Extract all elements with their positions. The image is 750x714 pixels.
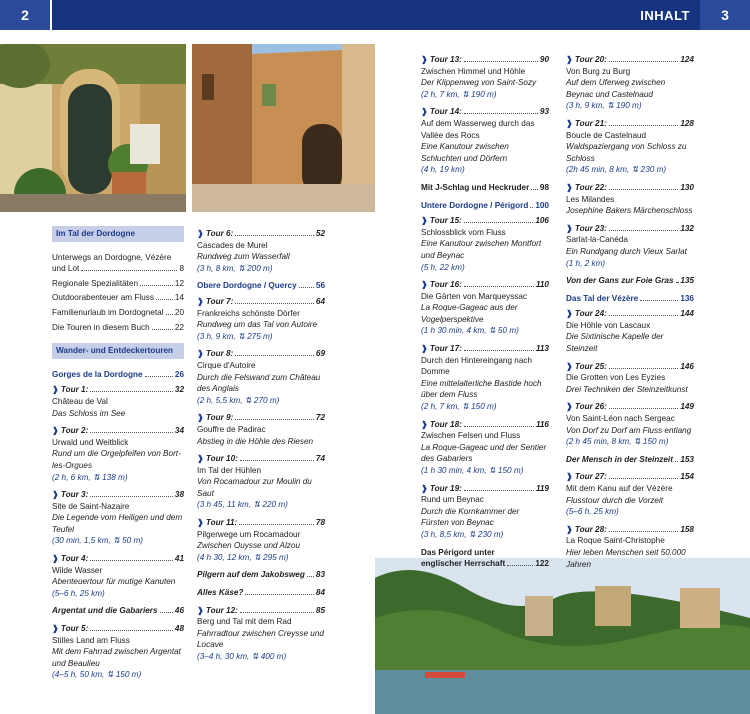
intro-list [52,252,184,334]
toc-column-3 [421,54,549,576]
tour-entry[interactable]: ❱ Tour 21: 128 Boucle de Castelnaud Waldspaziergang von Schloss zu Schloss (2h 45 min, 8 km, ⇅ 230 m) [566,118,694,175]
arrow-icon: ❱ [52,554,59,564]
tour-entry[interactable]: ❱ Tour 9: 72 Gouffre de Padirac Abstieg in die Höhle des Riesen [197,413,325,446]
tour-entry[interactable]: ❱ Tour 23: 132 Sarlat-la-Canéda Ein Rundgang durch Vieux Sarlat (1 h, 2 km) [566,223,694,268]
tour-entry[interactable]: ❱ Tour 27: 154 Mit dem Kanu auf der Vézère Flusstour durch die Vorzeit (5–6 h, 25 km) [566,472,694,517]
feature-entry[interactable]: Pilgern auf dem Jakobsweg 83 [197,570,325,580]
tour-entry[interactable]: ❱ Tour 18: 116 Zwischen Felsen und Fluss La Roque-Gageac und der Sentier des Gabariers (1 h 30 min, 4 km, ⇅ 150 m) [421,419,549,475]
arrow-icon: ❱ [566,524,573,534]
arrow-icon: ❱ [421,107,428,117]
region-heading[interactable]: Das Tal der Vézère 136 [566,293,694,303]
page-title: INHALT [640,7,690,23]
tour-entry[interactable]: ❱ Tour 10: 74 Im Tal der Hühlen Von Rocamadour zur Moulin du Saut (3 h 45, 11 km, ⇅ 220 m) [197,454,325,510]
tour-entry[interactable]: ❱ Tour 6: 52 Cascades de Murel Rundweg zum Wasserfall (3 h, 8 km, ⇅ 200 m) [197,229,325,273]
feature-entry[interactable]: Mit J-Schlag und Heckruder 98 [421,182,549,192]
arrow-icon: ❱ [197,605,204,615]
arrow-icon: ❱ [197,454,204,464]
feature-entry[interactable]: Der Mensch in der Steinzeit 153 [566,454,694,464]
section-title-im-tal: Im Tal der Dordogne [52,226,184,242]
tour-entry[interactable]: ❱ Tour 2: 34 Urwald und Weitblick Rund um die Orgelpfeifen von Bort-les-Orgues (2 h, 6 km, ⇅ 138 m) [52,426,184,482]
arrow-icon: ❱ [566,182,573,192]
arrow-icon: ❱ [566,402,573,412]
page-number-right: 3 [700,0,750,30]
photo-stone-street [192,44,375,212]
feature-entry[interactable]: Argentat und die Gabariers 46 [52,606,184,616]
region-heading[interactable]: Gorges de la Dordogne 26 [52,369,184,379]
tour-entry[interactable]: ❱ Tour 19: 119 Rund um Beynac Durch die Kornkammer der Fürsten von Beynac (3 h, 8,5 km, ⇅ 230 m) [421,483,549,539]
toc-column-4 [566,54,694,576]
tour-entry[interactable]: ❱ Tour 28: 158 La Roque Saint-Christophe Hier leben Menschen seit 50.000 Jahren [566,524,694,569]
intro-entry[interactable]: Outdoorabenteuer am Fluss 14 [52,293,184,303]
toc-column-1 [52,226,184,687]
arrow-icon: ❱ [566,309,573,319]
tour-entry[interactable]: ❱ Tour 3: 38 Site de Saint-Nazaire Die Legende vom Heiligen und dem Teufel (30 min, 1,5 km, ⇅ 50 m) [52,490,184,546]
arrow-icon: ❱ [566,361,573,371]
region-heading[interactable]: Untere Dordogne / Périgord 100 [421,200,549,210]
tour-entry[interactable]: ❱ Tour 5: 48 Stilles Land am Fluss Mit dem Fahrrad zwischen Argentat und Beaulieu (4–5 h, 50 km, ⇅ 150 m) [52,624,184,680]
section-title-wander: Wander- und Entdeckertouren [52,343,184,359]
arrow-icon: ❱ [52,490,59,500]
arrow-icon: ❱ [421,483,428,493]
arrow-icon: ❱ [197,296,204,306]
arrow-icon: ❱ [566,472,573,482]
arrow-icon: ❱ [52,385,59,395]
arrow-icon: ❱ [197,518,204,528]
arrow-icon: ❱ [197,349,204,359]
tour-entry[interactable]: ❱ Tour 13: 90 Zwischen Himmel und Höhle Der Klippenweg von Saint-Sozy (2 h, 7 km, ⇅ 190 m) [421,55,549,99]
arrow-icon: ❱ [197,229,204,238]
arrow-icon: ❱ [421,280,428,290]
tour-entry[interactable]: ❱ Tour 15: 106 Schlossblick vom Fluss Eine Kanutour zwischen Montfort und Beynac (5 h, 22 km) [421,216,549,272]
tour-entry[interactable]: ❱ Tour 16: 110 Die Gärten von Marqueyssac La Roque-Gageac aus der Vogelperspektive (1 h 30 min, 4 km, ⇅ 50 m) [421,280,549,336]
arrow-icon: ❱ [566,55,573,64]
tour-entry[interactable]: ❱ Tour 24: 144 Die Höhle von Lascaux Die Sixtinische Kapelle der Steinzeit [566,309,694,354]
toc-column-2 [197,228,325,669]
intro-entry[interactable]: Die Touren in diesem Buch 22 [52,322,184,332]
intro-entry[interactable]: Regionale Spezialitäten 12 [52,278,184,288]
photo-cafe-doorway [0,44,186,212]
tour-entry[interactable]: ❱ Tour 11: 78 Pilgerwege um Rocamadour Zwischen Ouysse und Alzou (4 h 30, 12 km, ⇅ 295 m) [197,518,325,562]
region-heading[interactable]: Obere Dordogne / Quercy 56 [197,281,325,291]
tour-entry[interactable]: ❱ Tour 7: 64 Frankreichs schönste Dörfer Rundweg um das Tal von Autoire (3 h, 9 km, ⇅ 275 m) [197,296,325,341]
arrow-icon: ❱ [197,413,204,423]
page-number-left: 2 [0,0,50,30]
tour-entry[interactable]: ❱ Tour 26: 149 Von Saint-Léon nach Sergeac Von Dorf zu Dorf am Fluss entlang (2 h 45 min, 8 km, ⇅ 150 m) [566,402,694,447]
tour-entry[interactable]: ❱ Tour 12: 85 Berg und Tal mit dem Rad Fahrradtour zwischen Creysse und Locave (3–4 h, 30 km, ⇅ 400 m) [197,605,325,661]
arrow-icon: ❱ [421,216,428,226]
header-bar [52,0,710,30]
arrow-icon: ❱ [421,55,428,64]
photo-river-castles [375,558,750,714]
feature-entry[interactable]: Von der Gans zur Foie Gras 135 [566,276,694,286]
tour-entry[interactable]: ❱ Tour 20: 124 Von Burg zu Burg Auf dem Uferweg zwischen Beynac und Castelnaud (3 h, 9 km, ⇅ 190 m) [566,55,694,111]
tour-entry[interactable]: ❱ Tour 1: 32 Château de Val Das Schloss im See [52,385,184,418]
arrow-icon: ❱ [421,344,428,354]
intro-entry[interactable]: Unterwegs an Dordogne, Vézère und Lot 8 [52,252,184,274]
arrow-icon: ❱ [52,426,59,436]
intro-entry[interactable]: Familienurlaub im Dordognetal 20 [52,307,184,317]
arrow-icon: ❱ [566,223,573,233]
tour-entry[interactable]: ❱ Tour 17: 113 Durch den Hintereingang nach Domme Eine mittelalterliche Bastide hoch über dem Fluss (2 h, 7 km, ⇅ 150 m) [421,344,549,412]
tour-entry[interactable]: ❱ Tour 4: 41 Wilde Wasser Abenteuertour für mutige Kanuten (5–6 h, 25 km) [52,554,184,598]
tour-entry[interactable]: ❱ Tour 25: 146 Die Grotten von Les Eyzies Drei Techniken der Steinzeitkunst [566,361,694,394]
feature-entry[interactable]: Das Périgord unter englischer Herrschaft 122 [421,547,549,569]
arrow-icon: ❱ [421,419,428,429]
tour-entry[interactable]: ❱ Tour 8: 69 Cirque d'Autoire Durch die Felswand zum Château des Anglais (2 h, 5,5 km, ⇅ 270 m) [197,349,325,405]
tour-entry[interactable]: ❱ Tour 22: 130 Les Milandes Josephine Bakers Märchenschloss [566,182,694,216]
arrow-icon: ❱ [566,118,573,128]
feature-entry[interactable]: Alles Käse? 84 [197,588,325,598]
tour-entry[interactable]: ❱ Tour 14: 93 Auf dem Wasserweg durch das Vallée des Rocs Eine Kanutour zwischen Schluchten und Dörfern (4 h, 19 km) [421,107,549,175]
arrow-icon: ❱ [52,624,59,634]
